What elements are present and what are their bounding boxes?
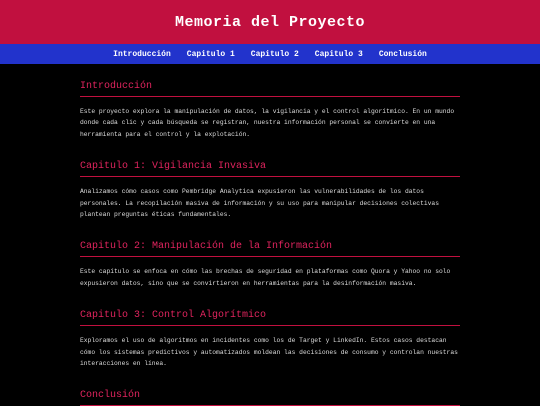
- section-capitulo-3: [80, 310, 460, 369]
- site-header: [0, 0, 540, 44]
- main-content: [0, 64, 540, 406]
- nav-link-capitulo-3[interactable]: Capitulo 3: [314, 49, 363, 59]
- section-text: Este proyecto explora la manipulación de datos, la vigilancia y el control algorítmico. En un mundo donde cada clic y cada búsqueda se registran, nuestra información personal se convierte en una herramienta para el control y la explotación.: [80, 108, 455, 138]
- section-heading: Capitulo 2: Manipulación de la Información: [80, 241, 460, 257]
- section-capitulo-1: [80, 161, 460, 220]
- nav-link-conclusion[interactable]: Conclusión: [378, 49, 427, 59]
- nav-link-capitulo-2[interactable]: Capitulo 2: [250, 49, 299, 59]
- section-text: Analizamos cómo casos como Pembridge Analytica expusieron las vulnerabilidades de los datos personales. La recopilación masiva de información y su uso para manipular decisiones colectivas plantean preguntas éticas fundamentales.: [80, 188, 439, 219]
- section-text: Exploramos el uso de algoritmos en incidentes como los de Target y LinkedIn. Estos casos destacan cómo los sistemas predictivos y automatizados moldean las decisiones de consumo y controlan nuestras interacciones en línea.: [80, 337, 458, 368]
- section-heading: Capitulo 3: Control Algorítmico: [80, 310, 460, 326]
- section-heading: Capitulo 1: Vigilancia Invasiva: [80, 161, 460, 177]
- section-conclusion: [80, 390, 460, 406]
- section-text: Este capítulo se enfoca en cómo las brechas de seguridad en plataformas como Quora y Yahoo no solo expusieron datos, sino que se convirtieron en herramientas para la desinformación masiva.: [80, 268, 451, 287]
- section-heading: Introducción: [80, 81, 460, 97]
- page-title: Memoria del Proyecto: [174, 13, 366, 31]
- nav-link-capitulo-1[interactable]: Capitulo 1: [186, 49, 235, 59]
- section-heading: Conclusión: [80, 390, 460, 406]
- section-introduccion: [80, 81, 460, 140]
- main-nav: [0, 44, 540, 64]
- section-capitulo-2: [80, 241, 460, 289]
- nav-link-introduccion[interactable]: Introducción: [113, 49, 171, 59]
